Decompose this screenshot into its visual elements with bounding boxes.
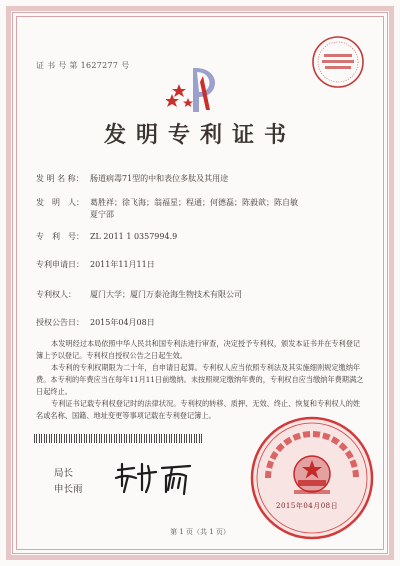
field-value: ZL 2011 1 0357994.9: [90, 232, 178, 241]
field-label: 发 明 名 称：: [36, 174, 84, 183]
field-value: 厦门大学；厦门万泰沧海生物技术有限公司: [90, 290, 242, 299]
certificate-barcode: [34, 434, 204, 443]
grant-date-row: [36, 317, 155, 329]
patent-number-row: [36, 231, 177, 243]
patentee-row: [36, 289, 242, 301]
official-seal-icon: [248, 414, 376, 542]
filing-date-row: [36, 259, 155, 271]
term-and-fees-paragraph: 本专利的专利权期限为二十年，自申请日起算。专利权人应当依照专利法及其实施细则规定缴纳年费。本专利的年费应当在每年11月11日前缴纳。未按照规定缴纳年费的，专利权自应当缴纳年费期满之日起终止。: [36, 363, 364, 396]
certificate-title: 发明专利证书: [103, 122, 296, 148]
field-label: 授权公告日：: [36, 318, 84, 327]
field-label: 专利权人：: [36, 290, 76, 299]
inventors-row-continued: [90, 209, 114, 221]
certificate-copy-stamp-icon: [310, 34, 366, 90]
legal-status-paragraph: 专利证书记载专利权登记时的法律状况。专利权的转移、质押、无效、终止、恢复和专利权人的姓名或名称、国籍、地址变更等事项记载在专利登记簿上。: [36, 399, 361, 420]
field-value: 夏宁邵: [90, 210, 114, 219]
seal-date-stamp: 2015年04月08日: [276, 502, 339, 510]
inventors-row: [36, 197, 362, 209]
director-signature: [112, 456, 202, 500]
field-value: 2011年11月11日: [90, 260, 155, 269]
field-value: 葛胜祥；徐飞海；翁福星；程通；何德磊；陈毅歆；陈自敏: [90, 198, 298, 207]
director-name-label: 申长雨: [54, 484, 83, 495]
patent-office-emblem-icon: [166, 64, 222, 114]
field-label: 专 利 号：: [36, 232, 84, 241]
director-title-label: 局长: [54, 468, 74, 479]
field-value: 2015年04月08日: [90, 318, 155, 327]
certificate-serial-number: 证 书 号 第 1627277 号: [36, 61, 130, 70]
field-label: 专利申请日：: [36, 260, 84, 269]
page-number: 第 1 页（共 1 页）: [170, 528, 230, 536]
field-value: 肠道病毒71型的中和表位多肽及其用途: [90, 174, 229, 183]
field-label: 发 明 人：: [36, 198, 84, 207]
grant-statement-paragraph: 本发明经过本局依照中华人民共和国专利法进行审查，决定授予专利权，颁发本证书并在专利登记簿上予以登记。专利权自授权公告之日起生效。: [36, 339, 361, 360]
invention-title-row: [36, 173, 228, 185]
